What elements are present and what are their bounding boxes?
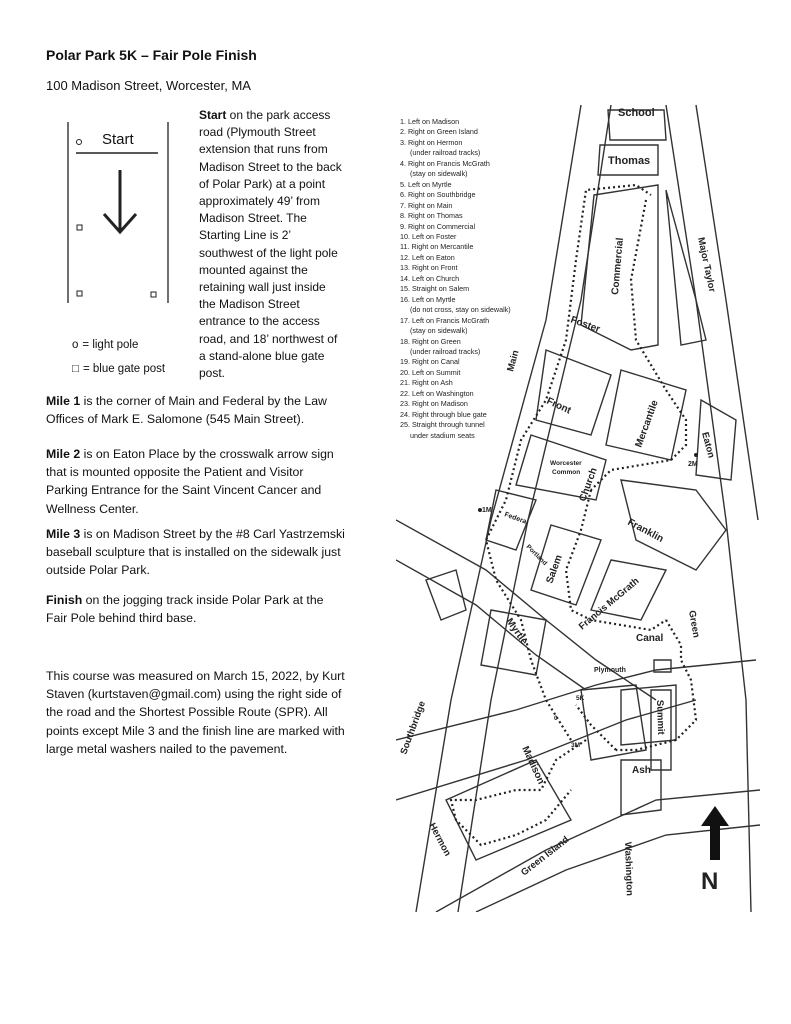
direction-step: 16. Left on Myrtle	[400, 294, 456, 304]
direction-step: 12. Left on Eaton	[400, 252, 455, 262]
mile-3-marker: 3M	[571, 742, 581, 749]
direction-step: 25. Straight through tunnel	[400, 420, 485, 430]
map-label-washington: Washington	[622, 841, 635, 897]
direction-step: 11. Right on Mercantile	[400, 242, 474, 252]
direction-step: 17. Left on Francis McGrath	[400, 315, 490, 325]
direction-step: (stay on sidewalk)	[410, 326, 468, 336]
direction-step: 7. Right on Main	[400, 200, 453, 210]
direction-step: (under railroad tracks)	[410, 148, 481, 158]
finish-label: Finish	[46, 593, 83, 607]
gate-post-symbol: □	[72, 363, 79, 375]
direction-step: 13. Right on Front	[400, 263, 458, 273]
mile2-description	[46, 445, 346, 518]
legend-gate-post	[72, 357, 165, 381]
direction-step: (under railroad tracks)	[410, 346, 481, 356]
mile1-text: is the corner of Main and Federal by the Law Offices of Mark E. Salomone (545 Main Street).	[46, 394, 327, 427]
finish-description	[46, 591, 346, 627]
map-label-southbridge: Southbridge	[398, 699, 428, 757]
map-label-hermon: Hermon	[426, 821, 453, 859]
gate-post-label: = blue gate post	[82, 363, 166, 375]
map-label-worcester-common-1: Worcester	[550, 460, 582, 467]
map-label-commercial: Commercial	[610, 237, 626, 296]
finish-text: on the jogging track inside Polar Park at the Fair Pole behind third base.	[46, 593, 324, 626]
map-label-francis-mcgrath: Francis McGrath	[576, 575, 642, 633]
mile3-label: Mile 3	[46, 527, 81, 541]
map-label-green-island: Green Island	[519, 834, 572, 879]
direction-step: (do not cross, stay on sidewalk)	[410, 305, 511, 315]
race-address: 100 Madison Street, Worcester, MA	[46, 78, 251, 93]
direction-step: 3. Right on Hermon	[400, 137, 463, 147]
direction-step: 1. Left on Madison	[400, 117, 460, 126]
mile3-text: is on Madison Street by the #8 Carl Yastrzemski baseball sculpture that is installed on the sidewalk just outside Polar Park.	[46, 527, 345, 578]
map-label-green: Green	[686, 609, 702, 639]
mile-1-marker: 1M	[482, 507, 492, 514]
direction-step: 24. Right through blue gate	[400, 409, 487, 419]
light-pole-label: = light pole	[82, 339, 139, 351]
start-diagram-label: Start	[102, 131, 134, 148]
measurement-note: This course was measured on March 15, 2022, by Kurt Staven (kurtstaven@gmail.com) using the right side of the road and the Shortest Possible Route (SPR). All points except Mile 3 and the finish line are marked with large metal washers nailed to the pavement.	[46, 669, 345, 756]
north-letter: N	[701, 868, 719, 895]
directions-list	[400, 117, 511, 441]
direction-step: under stadium seats	[410, 430, 475, 440]
map-label-portland: Portland	[524, 543, 549, 568]
map-label-major-taylor: Major Taylor	[695, 236, 718, 294]
map-label-church: Church	[577, 466, 600, 504]
direction-step: 20. Left on Summit	[400, 367, 461, 377]
light-pole-symbol: o	[72, 339, 79, 351]
map-label-foster: Foster	[568, 314, 602, 336]
start-diagram	[62, 118, 182, 313]
mile1-label: Mile 1	[46, 394, 81, 408]
map-label-ash: Ash	[632, 765, 651, 776]
legend-light-pole	[72, 333, 165, 357]
mile3-description	[46, 525, 346, 580]
finish-marker: 0	[554, 715, 558, 722]
direction-step: 23. Right on Madison	[400, 399, 468, 409]
map-label-front: Front	[544, 395, 573, 417]
map-label-canal: Canal	[636, 633, 664, 644]
direction-step: (stay on sidewalk)	[410, 169, 468, 179]
direction-step: 4. Right on Francis McGrath	[400, 158, 490, 168]
map-label-thomas: Thomas	[608, 155, 651, 167]
map-label-salem: Salem	[544, 553, 565, 586]
direction-step: 21. Right on Ash	[400, 378, 453, 388]
direction-step: 18. Right on Green	[400, 336, 461, 346]
direction-step: 14. Left on Church	[400, 273, 460, 283]
start-label: Start	[199, 108, 227, 122]
map-label-eaton: Eaton	[699, 430, 717, 460]
map-label-franklin: Franklin	[625, 516, 666, 545]
mile1-description	[46, 392, 346, 428]
direction-step: 19. Right on Canal	[400, 357, 460, 367]
start-5k-marker: 5K	[576, 695, 585, 702]
map-label-madison: Madison	[519, 744, 547, 787]
page-title: Polar Park 5K – Fair Pole Finish	[46, 47, 257, 63]
map-label-summit: Summit	[654, 699, 667, 735]
direction-step: 5. Left on Myrtle	[400, 179, 452, 189]
mile2-label: Mile 2	[46, 447, 81, 461]
start-description	[199, 107, 344, 382]
direction-step: 8. Right on Thomas	[400, 211, 463, 221]
mile-2-marker: 2M	[688, 461, 698, 468]
mile2-text: is on Eaton Place by the crosswalk arrow sign that is mounted opposite the Patient and Visitor Parking Entrance for the Saint Vincent Cancer and Wellness Center.	[46, 447, 334, 516]
start-text: on the park access road (Plymouth Street extension that runs from Madison Street to the back of Polar Park) at a point approximately 49’ from Madison Street. The Starting Line is 2’ southwest of the light pole mounted against the retaining wall just inside the Madison Street entrance to the access road, and 18’ northwest of a stand-alone blue gate post.	[199, 108, 342, 381]
direction-step: 9. Right on Commercial	[400, 221, 476, 231]
start-diagram-legend	[72, 333, 165, 381]
direction-step: 10. Left on Foster	[400, 231, 457, 241]
map-label-worcester-common-2: Common	[552, 469, 581, 476]
map-label-main: Main	[505, 349, 522, 373]
map-label-plymouth: Plymouth	[594, 667, 626, 674]
map-label-school: School	[618, 107, 655, 119]
map-label-mercantile: Mercantile	[633, 398, 661, 450]
map-label-federal: Federal	[503, 511, 530, 527]
direction-step: 2. Right on Green Island	[400, 127, 478, 137]
direction-step: 6. Right on Southbridge	[400, 190, 476, 200]
direction-step: 15. Straight on Salem	[400, 284, 470, 294]
direction-step: 22. Left on Washington	[400, 388, 474, 398]
map-label-myrtle: Myrtle	[503, 616, 530, 647]
